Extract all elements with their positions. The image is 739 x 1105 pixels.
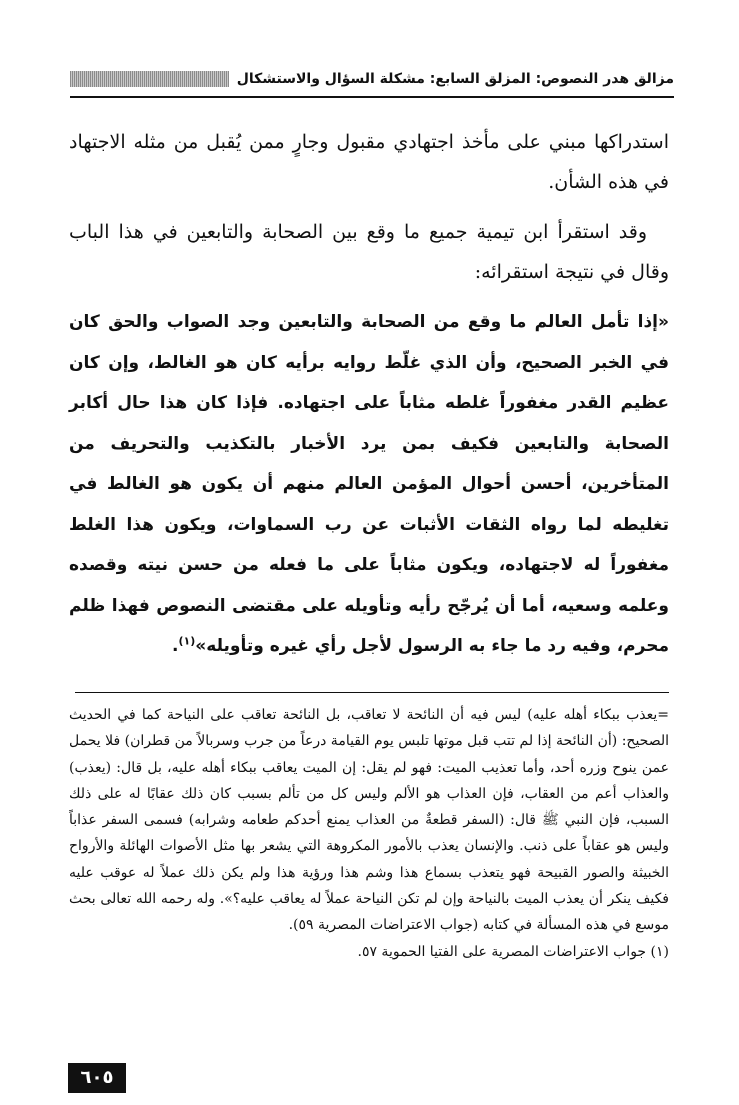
block-quote <box>69 302 669 667</box>
running-header-title: مزالق هدر النصوص: المزلق السابع: مشكلة السؤال والاستشكال <box>236 71 674 87</box>
footnote-separator <box>75 692 669 693</box>
main-text <box>69 122 669 677</box>
footnote-continued: =يعذب ببكاء أهله عليه) ليس فيه أن النائحة لا تعاقب، بل النائحة تعاقب على النياحة كما في الحديث الصحيح: (أن النائحة إذا لم تتب قبل موتها تلبس يوم القيامة درعاً من جرب وسربالاً من قطران) فلا يحمل عمن ينوح وزره أحد، وأما تعذيب الميت: فهو لم يقل: إن الميت يعاقب ببكاء أهله عليه، بل قال: (يعذب) والعذاب أعم من العقاب، فإن العذاب هو الألم وليس كل من تألم بسبب كان ذلك عقابًا له على ذلك السبب، فإن النبي ﷺ قال: (السفر قطعةٌ من العذاب يمنع أحدكم طعامه وشرابه) فسمى السفر عذاباً وليس هو عقاباً على ذنب. والإنسان يعذب بالأمور المكروهة التي يشعر بها مثل الأصوات الهائلة والأرواح الخبيثة والصور القبيحة فهو يتعذب بسماع هذا وشم هذا ورؤية هذا ولم يكن ذلك عملاً له عوقب عليه فكيف ينكر أن يعذب الميت بالنياحة وإن لم تكن النياحة عملاً له يعاقب عليه؟». وله رحمه الله تعالى بحث موسع في هذه المسألة في كتابه (جواب الاعتراضات المصرية ٥٩). <box>69 707 669 934</box>
footnotes <box>69 702 669 965</box>
footnote-marker: (١) <box>178 634 196 648</box>
header-decorative-bar <box>70 71 229 87</box>
page-number: ٦٠٥ <box>68 1063 126 1093</box>
quote-text: «إذا تأمل العالم ما وقع من الصحابة والتابعين وجد الصواب والحق كان في الخبر الصحيح، وأن الذي غلّط روايه برأيه كان هو الغالط، وإن كان عظيم القدر مغفوراً غلطه مثاباً على اجتهاده. فإذا كان هذا حال أكابر الصحابة والتابعين فكيف بمن يرد الأخبار بالتكذيب والتحريف من المتأخرين، أحسن أحوال المؤمن العالم منهم أن يكون هو الغالط في تغليطه لما رواه الثقات الأثبات عن رب السماوات، ويكون هذا الغلط مغفوراً له لاجتهاده، ويكون مثاباً على ما فعله من حسن نيته وقصده وعلمه وسعيه، أما أن يُرجّح رأيه وتأويله على مقتضى النصوص فهذا ظلم محرم، وفيه رد ما جاء به الرسول لأجل رأي غيره وتأويله» <box>69 312 669 656</box>
paragraph-2: وقد استقرأ ابن تيمية جميع ما وقع بين الصحابة والتابعين في هذا الباب وقال في نتيجة استقرائه: <box>69 221 669 283</box>
footnote-1: (١) جواب الاعتراضات المصرية على الفتيا الحموية ٥٧. <box>357 943 669 960</box>
paragraph-1: استدراكها مبني على مأخذ اجتهادي مقبول وجارٍ ممن يُقبل من مثله الاجتهاد في هذه الشأن. <box>69 131 669 193</box>
quote-end: . <box>172 636 179 656</box>
running-header <box>70 62 674 98</box>
